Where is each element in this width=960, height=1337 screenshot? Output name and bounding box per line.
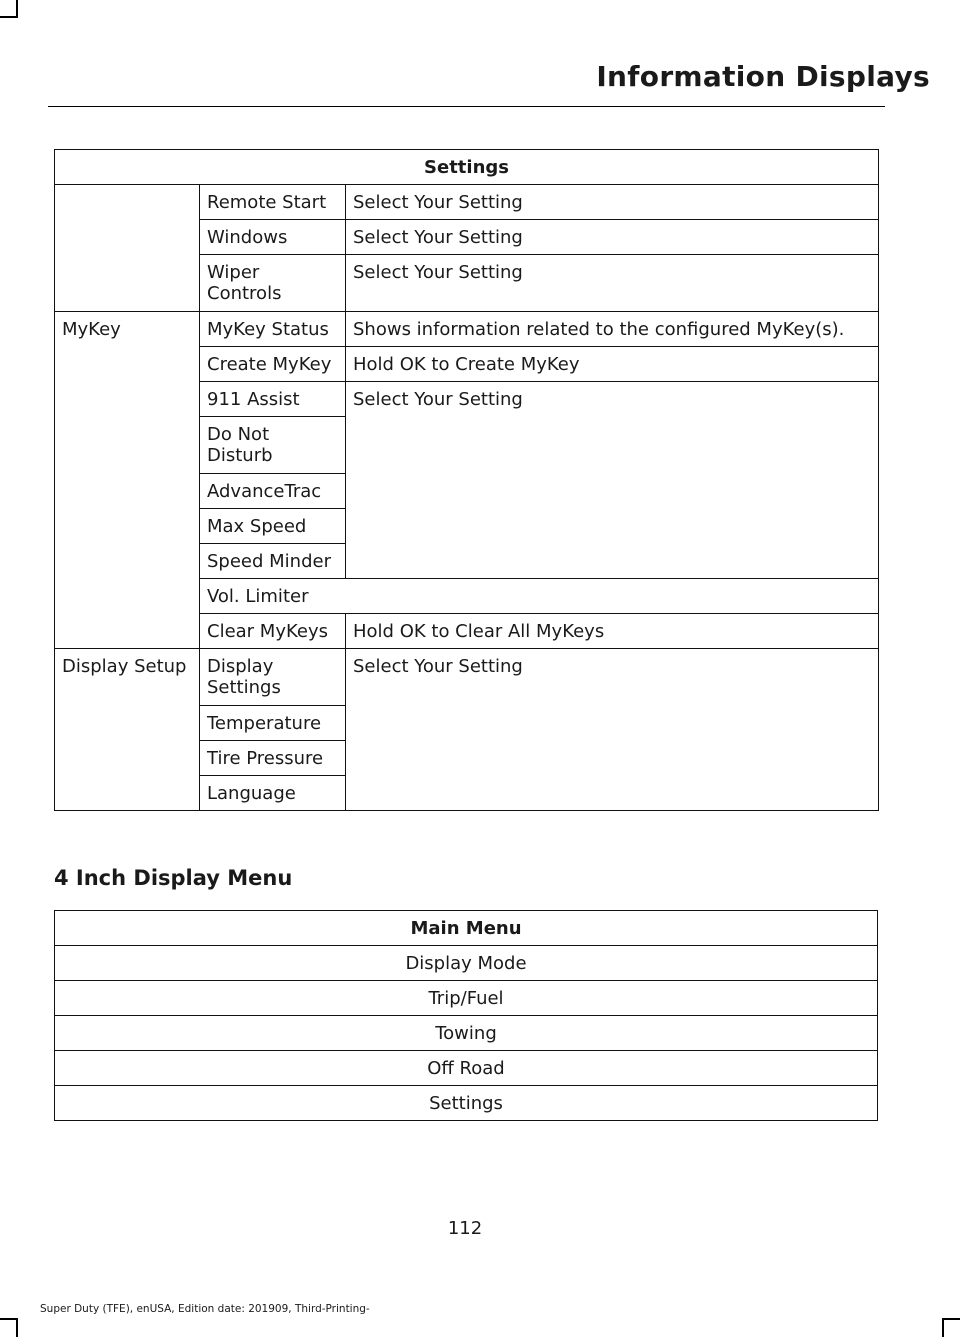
crop-mark — [0, 16, 18, 18]
menu-item: Towing — [55, 1016, 878, 1051]
setting-name: Display Settings — [200, 649, 346, 706]
menu-item: Display Mode — [55, 946, 878, 981]
crop-mark — [16, 1318, 18, 1337]
setting-name: Tire Pressure — [200, 741, 346, 776]
setting-value: Select Your Setting — [346, 382, 879, 579]
table-row — [55, 1051, 878, 1086]
setting-name: AdvanceTrac — [200, 474, 346, 509]
menu-table — [54, 910, 878, 1121]
table-header-row — [55, 911, 878, 946]
setting-value: Select Your Setting — [346, 649, 879, 811]
setting-name: Create MyKey — [200, 347, 346, 382]
crop-mark — [16, 0, 18, 16]
page-number: 112 — [447, 1218, 483, 1239]
setting-name: MyKey Status — [200, 312, 346, 347]
table-row — [55, 185, 879, 220]
setting-name: Wiper Controls — [200, 255, 346, 312]
setting-value: Hold OK to Clear All MyKeys — [346, 614, 879, 649]
table-title: Settings — [55, 150, 879, 185]
category-cell: MyKey — [55, 312, 200, 649]
setting-name: 911 Assist — [200, 382, 346, 417]
table-title: Main Menu — [55, 911, 878, 946]
setting-name: Temperature — [200, 706, 346, 741]
menu-item: Off Road — [55, 1051, 878, 1086]
setting-name: Vol. Limiter — [200, 579, 879, 614]
setting-value: Select Your Setting — [346, 185, 879, 220]
setting-name: Speed Minder — [200, 544, 346, 579]
table-row — [55, 1016, 878, 1051]
edition-footer: Super Duty (TFE), enUSA, Edition date: 201909, Third-Printing- — [40, 1303, 370, 1315]
setting-value: Select Your Setting — [346, 220, 879, 255]
setting-name: Language — [200, 776, 346, 811]
setting-name: Windows — [200, 220, 346, 255]
page-title: Information Displays — [596, 60, 930, 93]
setting-value: Select Your Setting — [346, 255, 879, 312]
setting-name: Remote Start — [200, 185, 346, 220]
header-divider — [48, 106, 885, 107]
setting-name: Clear MyKeys — [200, 614, 346, 649]
table-row — [55, 312, 879, 347]
setting-name: Do Not Disturb — [200, 417, 346, 474]
table-header-row — [55, 150, 879, 185]
category-cell — [55, 185, 200, 312]
crop-mark — [942, 1318, 944, 1337]
settings-table — [54, 149, 879, 811]
menu-item: Trip/Fuel — [55, 981, 878, 1016]
setting-value: Shows information related to the configured MyKey(s). — [346, 312, 879, 347]
table-row — [55, 981, 878, 1016]
crop-mark — [942, 1318, 960, 1320]
menu-item: Settings — [55, 1086, 878, 1121]
table-row — [55, 1086, 878, 1121]
category-cell: Display Setup — [55, 649, 200, 811]
table-row — [55, 649, 879, 706]
section-heading: 4 Inch Display Menu — [54, 866, 293, 890]
setting-value: Hold OK to Create MyKey — [346, 347, 879, 382]
setting-name: Max Speed — [200, 509, 346, 544]
table-row — [55, 946, 878, 981]
